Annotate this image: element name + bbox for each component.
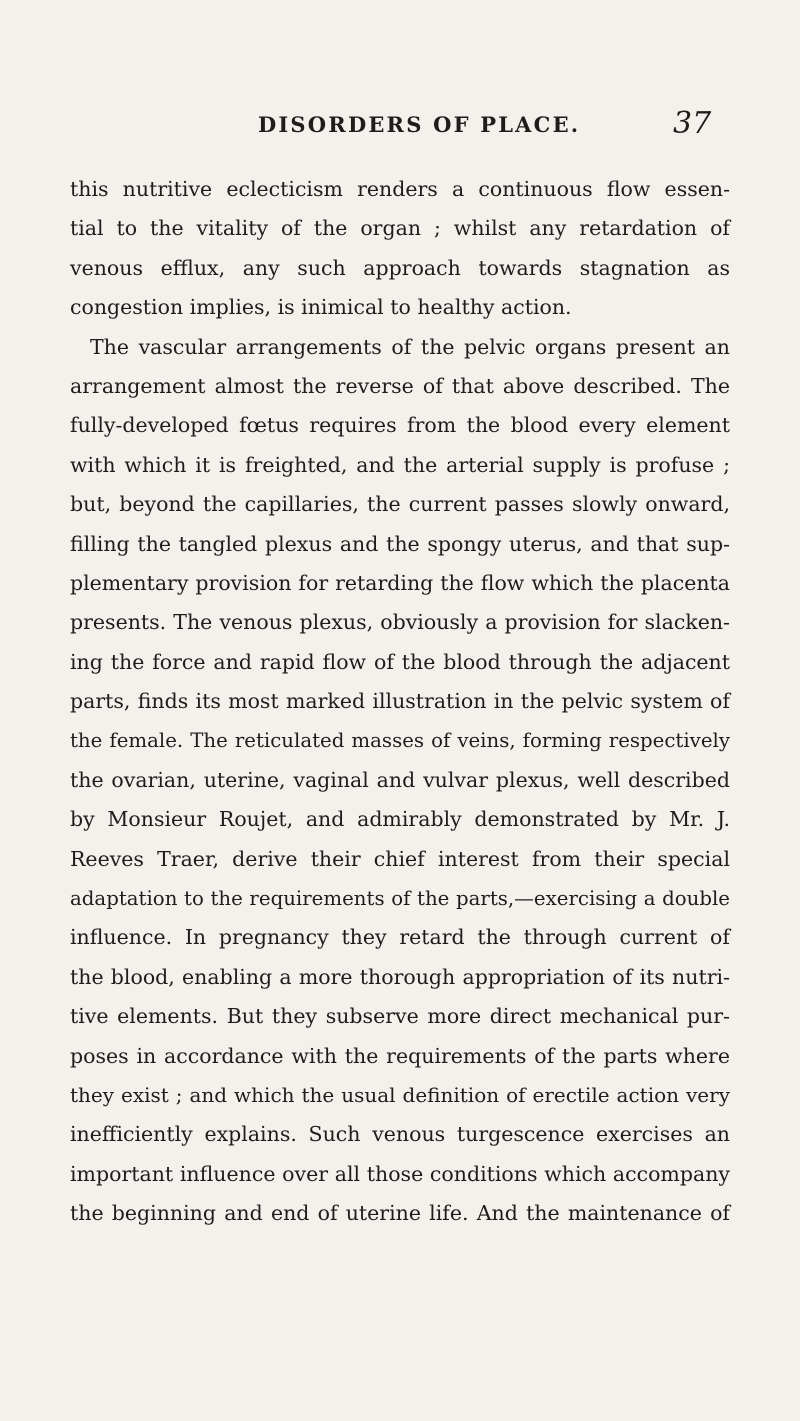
text-line: The vascular arrangements of the pelvic organs present an (90, 334, 730, 359)
text-line: the female. The reticulated masses of veins, forming respectively (70, 729, 730, 753)
text-line: tive elements. But they subserve more direct mechanical pur- (70, 1004, 730, 1029)
text-line: adaptation to the requirements of the parts,—exercising a double (70, 887, 730, 911)
text-line: they exist ; and which the usual definition of erectile action very (70, 1082, 730, 1107)
running-title: DISORDERS OF PLACE. (258, 112, 581, 137)
text-line: arrangement almost the reverse of that above described. The (70, 373, 730, 398)
text-line: presents. The venous plexus, obviously a provision for slacken- (70, 610, 730, 635)
page-number: 37 (673, 106, 712, 141)
text-line: plementary provision for retarding the flow which the placenta (70, 570, 730, 595)
text-line: inefficiently explains. Such venous turgescence exercises an (70, 1122, 730, 1147)
text-line: tial to the vitality of the organ ; whilst any retardation of (70, 216, 730, 241)
running-head (0, 106, 800, 150)
text-line: filling the tangled plexus and the spongy uterus, and that sup- (70, 531, 730, 556)
text-line: influence. In pregnancy they retard the through current of (70, 925, 730, 950)
text-line: important influence over all those conditions which accompany (70, 1161, 730, 1186)
text-line: with which it is freighted, and the arterial supply is profuse ; (70, 452, 730, 477)
text-line: venous efflux, any such approach towards stagnation as (70, 255, 730, 280)
text-line: but, beyond the capillaries, the current passes slowly onward, (70, 492, 730, 517)
text-line: Reeves Traer, derive their chief interest from their special (70, 846, 730, 871)
text-line: the blood, enabling a more thorough appropriation of its nutri- (70, 964, 730, 989)
text-line: poses in accordance with the requirements of the parts where (70, 1043, 730, 1068)
text-line: ing the force and rapid flow of the blood through the adjacent (70, 649, 730, 674)
text-line: the beginning and end of uterine life. And the maintenance of (70, 1201, 730, 1226)
text-line: this nutritive eclecticism renders a continuous flow essen- (70, 177, 730, 201)
text-line: fully-developed fœtus requires from the blood every element (70, 413, 730, 438)
text-line: by Monsieur Roujet, and admirably demonstrated by Mr. J. (70, 807, 730, 832)
text-line: parts, finds its most marked illustration in the pelvic system of (70, 689, 730, 714)
text-line: the ovarian, uterine, vaginal and vulvar plexus, well described (70, 767, 730, 792)
text-line: congestion implies, is inimical to healthy action. (70, 295, 572, 320)
body-text (70, 170, 730, 1234)
